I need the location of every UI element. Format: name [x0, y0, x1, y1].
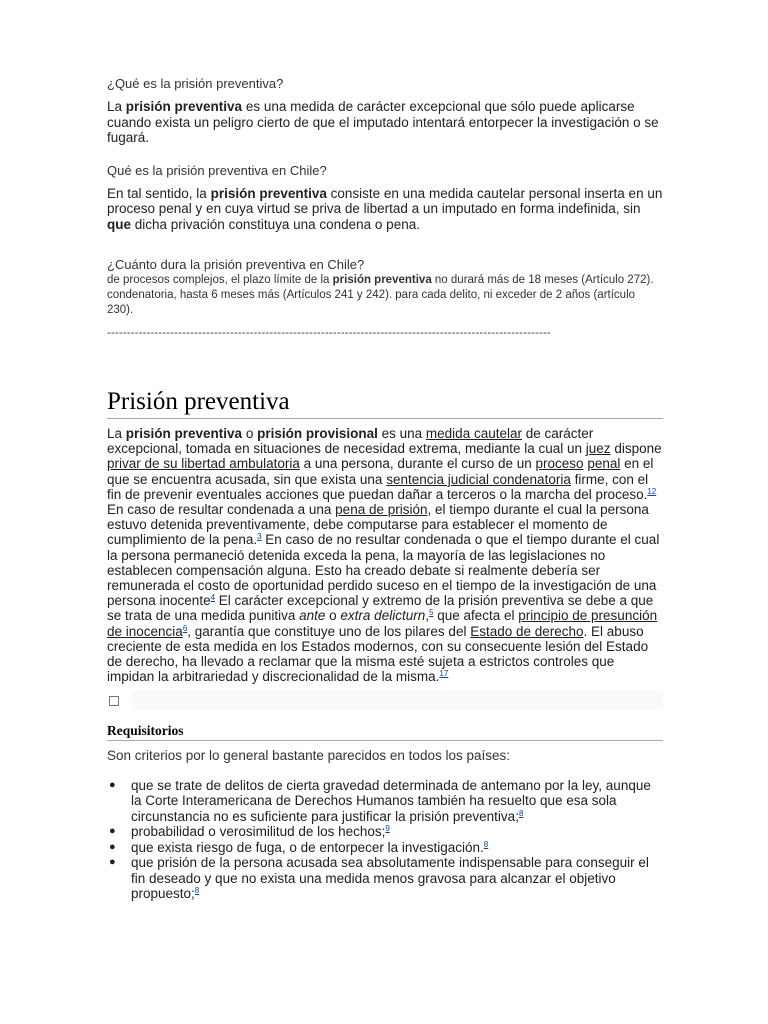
bullet-icon: ● — [109, 840, 116, 853]
dashed-separator: ---------------------------------------------------------------------------------------------------------------- — [107, 327, 551, 339]
list-item-text: que exista riesgo de fuga, o de entorpecer la investigación. — [131, 839, 484, 855]
text: La — [107, 426, 126, 441]
text: o — [325, 608, 341, 624]
list-item — [107, 824, 663, 840]
footnote-ref — [519, 809, 523, 818]
text: En caso de no resultar condenada o que el tiempo durante el cual la persona permaneció detenida exceda la pena, la mayoría de las legislaciones no establecen compensación alguna. Esto ha creado debate si realmente debería ser remunerada el costo de oportunidad perdido suceso en el tiempo de la investigación de una persona inocente — [107, 532, 660, 609]
text: En tal sentido, la — [107, 185, 211, 201]
text: La — [107, 99, 126, 114]
text: , el tiempo durante el cual la persona estuvo detenida preventivamente, debe computarse para establecer el momento de cumplimiento de la pena. — [107, 502, 649, 548]
footnote-link[interactable]: 8 — [483, 839, 489, 849]
bold-term: prisión preventiva — [125, 426, 243, 441]
footnote-link[interactable]: 12 — [647, 486, 657, 496]
footnote-link[interactable]: 8 — [194, 886, 200, 896]
link-juez[interactable]: juez — [585, 441, 611, 457]
bullet-icon: ● — [109, 856, 116, 869]
text: de carácter excepcional, tomada en situaciones de necesidad extrema, mediante la cual un — [107, 426, 594, 457]
link-estado-derecho[interactable]: Estado de derecho — [470, 623, 584, 639]
link-proceso[interactable]: proceso — [535, 456, 584, 472]
text: o — [242, 426, 258, 441]
bullet-icon: ● — [109, 825, 116, 838]
image-caption-box — [132, 691, 663, 710]
text: firme, con el fin de prevenir eventuales acciones que puedan dañar a terceros o la marcha del proceso. — [107, 471, 649, 502]
list-item — [107, 855, 663, 902]
image-placeholder — [107, 691, 663, 710]
text: en el que se encuentra acusada, sin que exista una — [107, 456, 654, 487]
broken-image-icon — [109, 696, 119, 706]
list-item — [107, 778, 663, 825]
section-intro: Son criterios por lo general bastante parecidos en todos los países: — [107, 748, 510, 764]
footnote-ref — [195, 886, 199, 895]
bold-term: prisión provisional — [257, 426, 378, 441]
italic-term: extra delicturn — [340, 608, 426, 624]
text: a una persona, durante el curso de un — [299, 456, 536, 472]
text: no durará más de 18 meses (Artículo 272). condenatoria, hasta 6 meses más (Artículos 241 y 242). para cada delito, ni exceder de 2 años (artículo 230). — [107, 274, 654, 316]
answer-paragraph-2 — [107, 186, 663, 233]
text: es una — [377, 426, 426, 441]
footnote-ref — [385, 824, 389, 833]
text: de procesos complejos, el plazo límite de la — [107, 274, 333, 286]
answer-paragraph-1 — [107, 99, 663, 146]
link-penal[interactable]: penal — [587, 456, 621, 472]
question-what-is: ¿Qué es la prisión preventiva? — [107, 76, 284, 91]
list-item-text: que prisión de la persona acusada sea absolutamente indispensable para conseguir el fin deseado y que no exista una medida menos gravosa para alcanzar el objetivo propuesto; — [131, 855, 649, 902]
text: dicha privación constituya una condena o pena. — [131, 216, 420, 232]
link-presuncion-inocencia[interactable]: principio de presunción de inocencia — [107, 608, 658, 639]
footnote-link[interactable]: 4 — [210, 593, 216, 603]
section-heading: Requisitorios — [107, 722, 663, 741]
footnote-link[interactable]: 5 — [428, 608, 434, 618]
list-item-text: probabilidad o verosimilitud de los hechos; — [131, 824, 386, 840]
answer-paragraph-3 — [107, 273, 663, 318]
question-chile: Qué es la prisión preventiva en Chile? — [107, 162, 327, 178]
bold-term: prisión preventiva — [125, 99, 243, 114]
bullet-icon: ● — [109, 778, 116, 791]
text: que afecta el — [433, 608, 519, 624]
footnote-link[interactable]: 9 — [385, 824, 390, 834]
footnote-ref — [439, 669, 448, 678]
bold-term: prisión preventiva — [332, 274, 432, 286]
footnote-link[interactable]: 17 — [439, 669, 449, 679]
footnote-link[interactable]: 8 — [518, 808, 524, 818]
link-sentencia-judicial[interactable]: sentencia judicial condenatoria — [386, 471, 571, 487]
list-item-text: que se trate de delitos de cierta gravedad determinada de antemano por la ley, aunque la Corte Interamericana de Derechos Humanos también ha resuelto que esa sola circunstancia no es suficiente para justificar la prisión preventiva; — [131, 777, 651, 824]
link-medida-cautelar[interactable]: medida cautelar — [425, 426, 522, 441]
text: , — [425, 608, 429, 624]
bold-term: que — [107, 216, 132, 232]
document-page — [107, 76, 663, 902]
text: consiste en una medida cautelar personal inserta en un proceso penal y en cuya virtud se priva de libertad a un imputado en forma indefinida, sin — [107, 185, 663, 216]
requirements-list — [107, 778, 663, 902]
question-duration: ¿Cuánto dura la prisión preventiva en Chile? — [107, 257, 365, 272]
text: es una medida de carácter excepcional que sólo puede aplicarse cuando exista un peligro cierto de que el imputado intentará entorpecer la investigación o se fugará. — [107, 99, 659, 145]
list-item — [107, 840, 663, 856]
footnote-ref — [647, 487, 656, 496]
article-paragraph — [107, 426, 663, 684]
link-pena-prision[interactable]: pena de prisión — [335, 502, 428, 518]
italic-term: ante — [299, 608, 326, 624]
text: dispone — [610, 441, 662, 457]
bold-term: prisión preventiva — [210, 185, 327, 201]
footnote-link[interactable]: 3 — [257, 532, 262, 542]
text: . El abuso creciente de esta medida en los Estados modernos, con su consecuente lesión del Estado de derecho, ha llevado a reclamar que la misma esté sujeta a estrictos controles que impidan la arbitrariedad y discrecionalidad de la misma. — [107, 623, 649, 685]
text: En caso de resultar condenada a una — [107, 502, 336, 518]
footnote-link[interactable]: 6 — [182, 623, 188, 633]
text: El carácter excepcional y extremo de la prisión preventiva se debe a que se trata de una medida punitiva — [107, 593, 654, 624]
link-privar-libertad[interactable]: privar de su libertad ambulatoria — [107, 456, 300, 472]
article-title: Prisión preventiva — [107, 387, 663, 419]
text: , garantía que constituye uno de los pilares del — [187, 623, 471, 639]
footnote-ref — [484, 840, 488, 849]
